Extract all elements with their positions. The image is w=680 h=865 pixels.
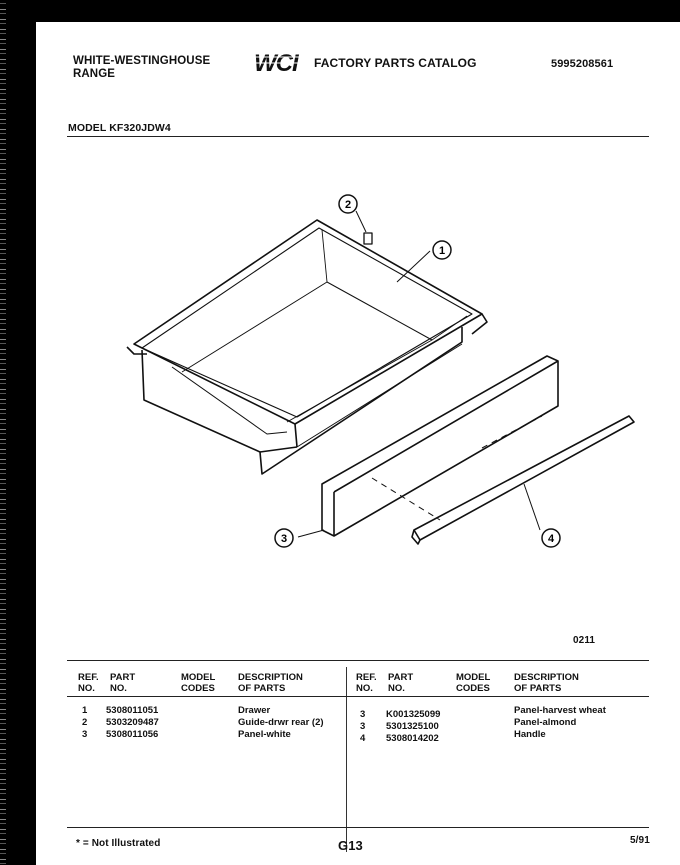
table-row-desc: Drawer [238, 705, 271, 716]
product-type: RANGE [73, 68, 116, 80]
table-column-divider [346, 667, 347, 852]
callout-3-label: 3 [280, 533, 288, 545]
front-panel [322, 356, 558, 536]
table-row-part: 5301325100 [386, 721, 439, 732]
table-row-desc: Panel-white [238, 729, 291, 740]
parts-diagram [72, 162, 662, 562]
callout-1-label: 1 [438, 245, 446, 257]
catalog-title: FACTORY PARTS CATALOG [314, 56, 477, 70]
model-number: MODEL KF320JDW4 [68, 122, 171, 134]
drawer-body [142, 327, 462, 474]
catalog-page [36, 22, 680, 865]
guide-drawer-rear [364, 233, 372, 244]
col-desc-header-right: DESCRIPTION OF PARTS [514, 672, 579, 694]
divider-top [67, 136, 649, 137]
col-part-header: PART NO. [110, 672, 136, 694]
divider-bottom [67, 827, 649, 828]
table-row-ref: 4 [360, 733, 366, 744]
footnote: * = Not Illustrated [76, 838, 161, 849]
table-row-part: 5303209487 [106, 717, 159, 728]
col-ref-header-right: REF. NO. [356, 672, 377, 694]
table-row-part: 5308014202 [386, 733, 439, 744]
table-row-desc: Panel-harvest wheat [514, 705, 606, 716]
handle [414, 416, 634, 540]
table-row-desc: Guide-drwr rear (2) [238, 717, 324, 728]
catalog-number: 5995208561 [551, 58, 614, 70]
drawing-code: 0211 [573, 635, 596, 646]
col-desc-header: DESCRIPTION OF PARTS [238, 672, 303, 694]
table-row-part: K001325099 [386, 709, 441, 720]
col-ref-header: REF. NO. [78, 672, 99, 694]
callout-2-label: 2 [344, 199, 352, 211]
table-row-part: 5308011056 [106, 729, 159, 740]
page-number: G13 [338, 838, 363, 853]
brand-name: WHITE-WESTINGHOUSE [73, 55, 211, 67]
table-row-ref: 3 [360, 721, 366, 732]
table-row-ref: 3 [82, 729, 88, 740]
drawer-rim [134, 220, 482, 424]
scan-border-top [0, 0, 680, 22]
revision-date: 5/91 [630, 835, 650, 846]
callout-4-label: 4 [547, 533, 555, 545]
col-part-header-right: PART NO. [388, 672, 414, 694]
table-row-desc: Handle [514, 729, 546, 740]
divider-header [67, 696, 649, 697]
divider-table [67, 660, 649, 661]
table-row-desc: Panel-almond [514, 717, 577, 728]
table-row-part: 5308011051 [106, 705, 159, 716]
scan-edge-marks [0, 0, 6, 865]
table-row-ref: 3 [360, 709, 366, 720]
svg-text:WCI: WCI [254, 50, 298, 75]
table-row-ref: 2 [82, 717, 88, 728]
col-model-header-right: MODEL CODES [456, 672, 491, 694]
brand-block [73, 55, 210, 81]
col-model-header: MODEL CODES [181, 672, 216, 694]
wci-logo [252, 49, 308, 75]
table-row-ref: 1 [82, 705, 88, 716]
